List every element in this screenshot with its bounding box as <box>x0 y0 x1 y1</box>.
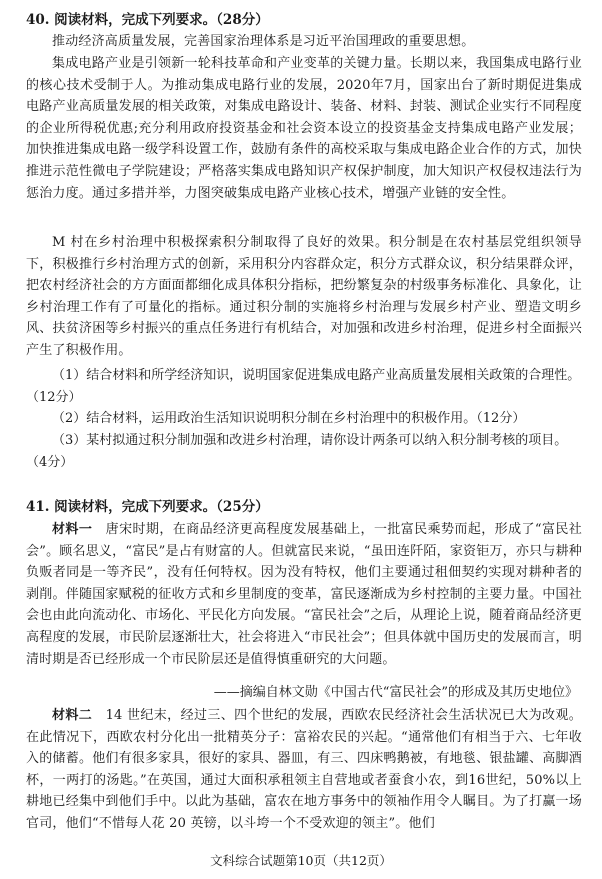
question-40-sub-2: （2）结合材料，运用政治生活知识说明积分制在乡村治理中的积极作用。（12分） <box>52 411 526 426</box>
question-40-material-1: 集成电路产业是引领新一轮科技革命和产业变革的关键力量。长期以来，我国集成电路行业的核心技术受制于人。为推动集成电路行业的发展，2020年7月，国家出台了新时期促进集成电路产业高质量发展的相关政策，对集成电路设计、装备、材料、封装、测试企业实行不同程度的企业所得税优惠;充分利用政府投资基金和社会资本设立的投资基金支持集成电路产业发展；加快推进集成电路一级学科设置工作，鼓励有条件的高校采取与集成电路企业合作的方式，加快推进示范性微电子学院建设；严格落实集成电路知识产权保护制度，加大知识产权侵权违法行为惩治力度。通过多措并举，力图突破集成电路产业核心技术，增强产业链的安全性。 <box>26 56 582 201</box>
question-41-title: 41. 阅读材料，完成下列要求。（25分） <box>26 499 269 515</box>
material-2-text: 14 世纪末，经过三、四个世纪的发展，西欧农民经济社会生活状况已大为改观。在此情况下，西欧农村分化出一批精英分子：富裕农民的兴起。“通常他们有相当于六、七年收入的储蓄。他们有很多家具，很好的家具、器皿，有三、四床鸭鹅被，有地毯、银盐罐、高脚酒杯，一两打的汤匙。”在英国，通过大面积承租领主自营地或者蚕食小农，到16世纪，50%以上耕地已经集中到他们手中。以此为基础，富农在地方事务中的领袖作用令人瞩目。为了打赢一场官司，他们“不惜每人花 20 英镑，以斗垮一个不受欢迎的领主”。他们 <box>26 708 582 831</box>
question-40-title: 40. 阅读材料，完成下列要求。（28分） <box>26 12 269 28</box>
question-41-material-2 <box>26 705 582 835</box>
material-1-source: ——摘编自林文勋《中国古代“富民社会”的形成及其历史地位》 <box>213 685 578 700</box>
question-40-sub-3: （3）某村拟通过积分制加强和改进乡村治理，请你设计两条可以纳入积分制考核的项目。（4分） <box>26 433 568 470</box>
material-1-text: 唐宋时期，在商品经济更高程度发展基础上，一批富民乘势而起，形成了“富民社会”。顾名思义，“富民”是占有财富的人。但就富民来说，“虽田连阡陌，家资钜万，亦只与耕种负贩者同是一等齐民”，没有任何特权。因为没有特权，他们主要通过租佃契约实现对耕种者的剥削。伴随国家赋税的征收方式和乡里制度的变革，富民逐渐成为乡村控制的主要力量。中国社会也由此向流动化、市场化、平民化方向发展。“富民社会”之后，从理论上说，随着商品经济更高程度的发展，市民阶层逐渐壮大，社会将进入“市民社会”；但具体就中国历史的发展而言，明清时期是否已经形成一个市民阶层还是值得慎重研究的大问题。 <box>26 522 582 667</box>
question-40-material-2: M 村在乡村治理中积极探索积分制取得了良好的效果。积分制是在农村基层党组织领导下，积极推行乡村治理方式的创新，采用积分内容群众定，积分方式群众议，积分结果群众评，把农村经济社会的方方面面都细化成具体积分指标，把纷繁复杂的村级事务标准化、具象化，让乡村治理工作有了可量化的指标。通过积分制的实施将乡村治理与发展乡村产业、塑造文明乡风、扶贫济困等乡村振兴的重点任务进行有机结合，对加强和改进乡村治理，促进乡村全面振兴产生了积极作用。 <box>26 235 582 358</box>
material-1-label: 材料一 <box>52 522 93 537</box>
question-41-material-1 <box>26 519 582 670</box>
question-40-intro: 推动经济高质量发展，完善国家治理体系是习近平治国理政的重要思想。 <box>52 34 475 49</box>
material-2-label: 材料二 <box>52 708 93 723</box>
question-40-sub-1: （1）结合材料和所学经济知识，说明国家促进集成电路产业高质量发展相关政策的合理性。（12分） <box>26 368 581 405</box>
page-footer: 文科综合试题第10页（共12页） <box>210 853 392 868</box>
